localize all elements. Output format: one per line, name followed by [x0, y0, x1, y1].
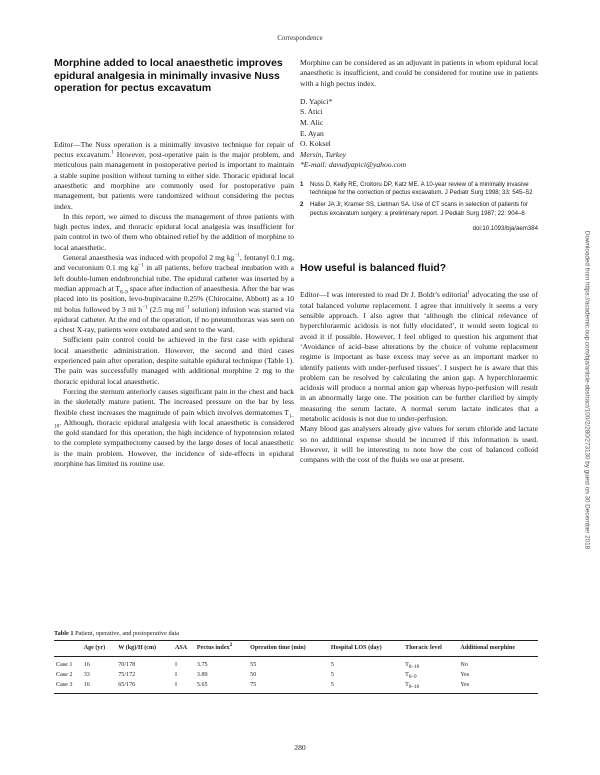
table-header-cell: Pectus index$^2$ [196, 642, 233, 652]
table-cell: 5 [330, 682, 334, 689]
table-header-cell: W (kg)/H (cm) [118, 645, 157, 652]
table-1 [54, 630, 538, 694]
table-cell: No [460, 662, 468, 669]
author-name: M. Alic [300, 118, 324, 128]
table-cell: I [174, 662, 177, 669]
table-cell: 50 [250, 672, 257, 679]
table-cell: I [174, 672, 177, 679]
table-header-cell: Thoracic level [405, 645, 442, 652]
table-cell: Case 1 [56, 662, 73, 669]
table-cell: Yes [460, 682, 470, 689]
table-caption: Table 1 Patient, operative, and postoperative data [54, 630, 179, 637]
author-name: E. Ayan [300, 128, 324, 138]
table-cell: 3.75 [196, 662, 208, 669]
reference-item [300, 181, 538, 197]
author-name: S. Atici [300, 107, 323, 117]
table-cell: Yes [460, 672, 470, 679]
page-number: 280 [294, 743, 306, 752]
author-name: O. Koksel [300, 139, 331, 149]
article-title-balanced-fluid: How useful is balanced fluid? [300, 263, 447, 275]
table-cell: $T_{8-10}$ [405, 662, 420, 671]
paragraph-1: Editor—The Nuss operation is a minimally invasive technique for repair of pectus excavatum.$^1$ However, post-operative pain is the major problem, and meticulous pain management in postoperative period is important to maintain a stable supine position without turning to either side. Thoracic epidural local anaesthetic and morphine are commonly used for postoperative pain management, but patients were randomized without considering the pectus index. [54, 139, 294, 211]
paragraph-3: General anaesthesia was induced with propofol 2 mg $kg^{-1}$, fentanyl 0.1 mg, and vecuronium 0.1 mg $kg^{-1}$ in all patients, before tracheal intubation with a left double-lumen endobronchial tube. The epidural catheter was inserted by a median approach at $T_{8-9}$ space after induction of anaesthesia. After the bar was placed into its position, levo-bupivacaine 0.25% (Chirocaine, Abbott) as a 10 ml bolus followed by 3 ml $h^{-1}$ (2.5 mg $ml^{-1}$ solution) infusion was started via epidural catheter. At the end of the operation, if no pneumothorax was seen on a chest X-ray, patients were extubated and sent to the ward. [54, 252, 295, 335]
table-cell: I [174, 682, 177, 689]
table-header-cell [54, 641, 82, 657]
paragraph-8: Many blood gas analysers already give values for serum chloride and lactate so no additional expense should be incurred if this information is used. However, it will be interesting to note how the cost of balanced colloid compares with the cost of the fluids we use at present. [300, 424, 538, 465]
reference-number: 2 [300, 201, 304, 209]
table-cell: 70/178 [118, 662, 136, 669]
paragraph-4: Sufficient pain control could be achieved in the first case with epidural local anaesthetic administration. However, the second and third cases experienced pain after operation, despite suitable epidural technique (Table 1). The pain was successfully managed with additional morphine 2 mg to the thoracic epidural local anaesthetic. [54, 335, 294, 386]
paragraph-2: In this report, we aimed to discuss the management of three patients with high pectus index, and thoracic epidural local analgesia was insufficient for pain control in two of them who obtained relief by the addition of morphine to local anaesthetic. [54, 211, 294, 252]
table-header-cell: ASA [174, 645, 188, 652]
paragraph-7: Editor—I was interested to read Dr J. Boldt’s editorial$^1$ advocating the use of total balanced volume replacement. I agree that intuitively it seems a very sensible approach. I also agree that ‘although the clinical relevance of hyperchloraemic acidosis is not fully elucidated’, it would seem logical to avoid it if possible. However, I feel obliged to question his argument that ‘Avoidance of acid–base alterations by the choice of volume replacement regime is important as base excess may serve as an important marker to identify patients with under-perfused tissues’. I suspect he is aware that this problem can be resolved by calculating the anion gap. A hyperchloraemic acidosis will produce a normal anion gap whereas hypo-perfusion will result in an abnormally large one. The position can be further clarified by simply measuring the serum lactate. A normal serum lactate indicates that a metabolic acidosis is not due to under-perfusion. [300, 289, 538, 424]
paragraph-5: Forcing the sternum anteriorly causes significant pain in the chest and back in the skeletally mature patient. The increased pressure on the bar by less flexible chest increases the magnitude of pain which involves dermatomes $T_{1-10}$. Although, thoracic epidural analgesia with local anaesthetic is considered the gold standard for this operation, the high incidence of hypotension related to the complete sympathectomy caused by the large doses of local anaesthetic is the main problem. However, the incidence of side-effects in epidural morphine has limited its routine use. [54, 386, 294, 468]
author-signature [300, 97, 538, 171]
table-header-cell: Age (yr) [83, 645, 106, 652]
reference-text: Nuss D, Kelly RE, Croitoru DP, Katz ME. A 10-year review of a minimally invasive technique for the correction of pectus excavatum. J Pediatr Surg 1998; 33: 545–52 [310, 181, 533, 197]
table-cell: 55 [250, 662, 257, 669]
reference-list [300, 181, 538, 218]
author-name: D. Yapici* [300, 96, 333, 106]
table-cell: 16 [83, 682, 90, 689]
reference-text: Haller JA Jr, Kramer SS, Lietman SA. Use of CT scans in selection of patients for pectus excavatum surgery: a preliminary report. J Pediatr Surg 1987; 22: 904–6 [310, 201, 528, 217]
table-cell: 75/172 [118, 672, 136, 679]
table-cell: 3.89 [196, 672, 208, 679]
table-cell: 65/176 [118, 682, 136, 689]
reference-number: 1 [300, 181, 304, 189]
reference-item [300, 201, 538, 217]
table-header-cell: Additional morphine [460, 645, 516, 652]
author-location: Mersin, Turkey [300, 149, 346, 159]
article-title-morphine: Morphine added to local anaesthetic improves epidural analgesia in minimally invasive Nuss operation for pectus excavatum [54, 58, 283, 95]
table-cell: 5 [330, 662, 334, 669]
table-cell: 75 [250, 682, 257, 689]
table-header-cell: Hospital LOS (day) [330, 645, 382, 652]
left-column [54, 58, 294, 469]
table-cell: $T_{8-10}$ [405, 682, 420, 691]
table-row [54, 680, 538, 694]
table-cell: 33 [83, 672, 90, 679]
table-header-cell: Operation time (min) [250, 645, 306, 652]
table-cell: 5 [330, 672, 334, 679]
running-head: Correspondence [277, 34, 323, 42]
author-email[interactable]: *E-mail: davudyapici@yahoo.com [300, 160, 407, 170]
table-cell: $T_{8-9}$ [405, 672, 417, 681]
right-column [300, 58, 538, 466]
paragraph-6: Morphine can be considered as an adjuvant in patients in whom epidural local anaesthetic is insufficient, and could be considered for routine use in patients with a high pectus index. [300, 58, 538, 88]
table-cell: Case 3 [56, 682, 73, 689]
patient-data-table [54, 640, 538, 694]
table-row [54, 670, 538, 680]
table-header-row [54, 641, 538, 657]
table-cell: 5.65 [196, 682, 208, 689]
doi-link[interactable]: doi:10.1093/bja/aem384 [472, 224, 538, 232]
table-row [54, 657, 538, 671]
table-cell: Case 2 [56, 672, 73, 679]
download-watermark: Downloaded from https://academic.oup.com/bja/article-abstract/100/2/280/273130 by guest on 30 December 2018 [583, 230, 591, 550]
table-cell: 16 [83, 662, 90, 669]
